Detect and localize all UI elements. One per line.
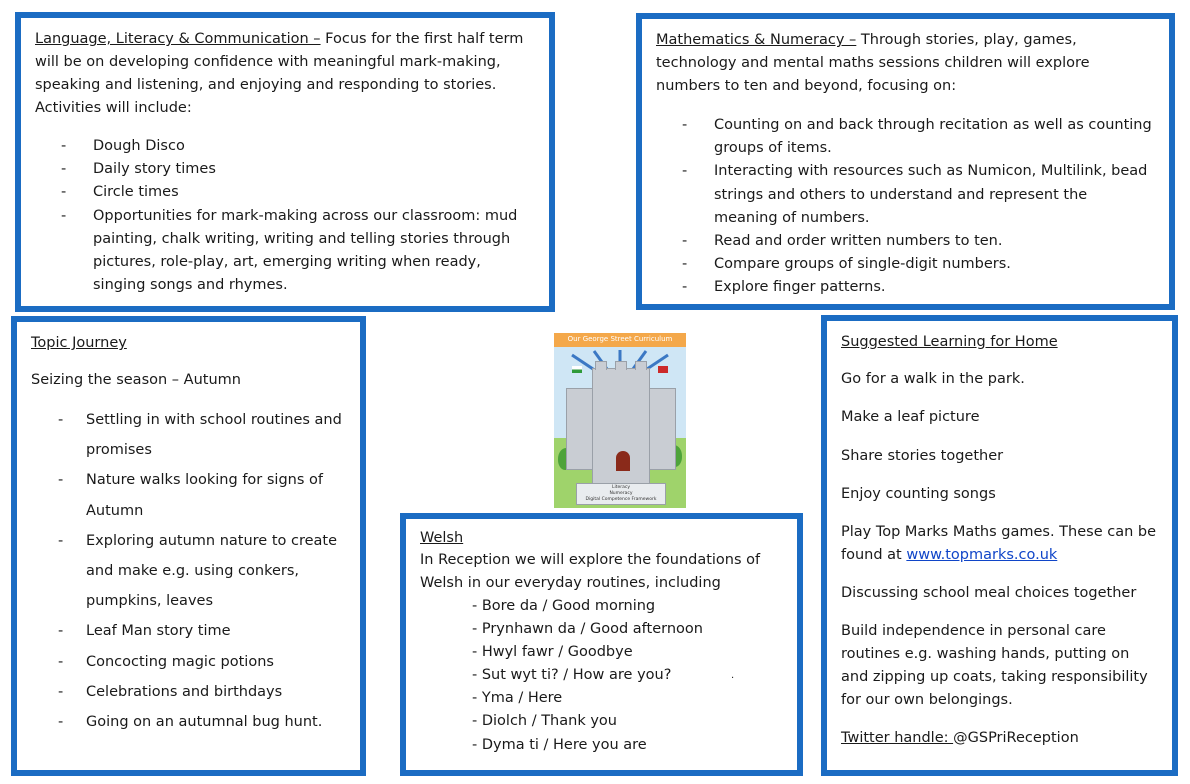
maths-focus-list <box>656 114 1155 300</box>
list-item: - Nature walks looking for signs of Autumn <box>86 465 346 525</box>
list-item: - Concocting magic potions <box>86 647 346 677</box>
topmarks-text: Play Top Marks Maths games. These can be found at <box>841 523 1157 563</box>
twitter-handle: @GSPriReception <box>953 730 1079 747</box>
list-item: - Settling in with school routines and promises <box>86 405 346 465</box>
welsh-heading: Welsh <box>420 530 464 546</box>
maths-intro <box>656 29 1155 98</box>
list-item: - Opportunities for mark-making across our classroom: mud painting, chalk writing, writing and telling stories through pictures, role-play, art, emerging writing when ready, singing songs and rhymes. <box>93 205 535 298</box>
topic-season: Seizing the season – Autumn <box>31 372 241 388</box>
home-item: Go for a walk in the park. <box>841 371 1025 388</box>
list-item: - Dyma ti / Here you are <box>472 734 783 757</box>
curriculum-poster-image <box>554 333 686 508</box>
home-learning-box <box>821 315 1178 776</box>
castle-door <box>616 451 630 471</box>
list-item: - Going on an autumnal bug hunt. <box>86 707 346 737</box>
maths-intro-text: Through stories, play, games, technology and mental maths sessions children will explore numbers to ten and beyond, focusing on: <box>656 32 1090 94</box>
poster-label: Digital Competence Framework <box>585 497 657 502</box>
list-item: - Daily story times <box>93 158 535 181</box>
home-item: Make a leaf picture <box>841 409 980 426</box>
home-item-topmarks <box>841 521 1158 567</box>
list-item: - Compare groups of single-digit numbers. <box>714 253 1155 276</box>
topic-heading: Topic Journey <box>31 335 127 351</box>
list-item: - Celebrations and birthdays <box>86 677 346 707</box>
twitter-label: Twitter handle: <box>841 730 954 747</box>
twitter-line <box>841 727 1158 750</box>
welsh-flag-icon <box>572 366 582 373</box>
list-item: - Circle times <box>93 181 535 204</box>
poster-label: Literacy <box>611 485 631 490</box>
poster-plinth <box>576 483 666 505</box>
welsh-phrases-list <box>420 595 783 757</box>
list-item: - Prynhawn da / Good afternoon <box>472 618 783 641</box>
mathematics-numeracy-box <box>636 13 1175 310</box>
topmarks-link[interactable]: www.topmarks.co.uk <box>906 546 1058 563</box>
home-item: Enjoy counting songs <box>841 485 996 502</box>
topic-journey-box <box>11 316 366 776</box>
welsh-box <box>400 513 803 776</box>
poster-label: Numeracy <box>609 491 633 496</box>
crenel <box>595 361 607 370</box>
stray-dot: · <box>731 673 735 684</box>
list-item: - Diolch / Thank you <box>472 710 783 733</box>
list-item: - Yma / Here <box>472 687 783 710</box>
crenel <box>635 361 647 370</box>
list-item: - Bore da / Good morning <box>472 595 783 618</box>
list-item: - Read and order written numbers to ten. <box>714 230 1155 253</box>
list-item: - Interacting with resources such as Numicon, Multilink, bead strings and others to understand and represent the meaning of numbers. <box>714 160 1155 230</box>
list-item: - Leaf Man story time <box>86 616 346 646</box>
flag-icon <box>658 366 668 373</box>
language-intro-text: Focus for the first half term will be on developing confidence with meaningful mark-making, speaking and listening, and enjoying and responding to stories. Activities will include: <box>35 31 524 116</box>
maths-heading: Mathematics & Numeracy – <box>656 32 857 48</box>
language-literacy-box <box>15 12 555 312</box>
home-heading: Suggested Learning for Home <box>841 334 1058 350</box>
castle-tower <box>592 368 650 495</box>
welsh-intro: In Reception we will explore the foundations of Welsh in our everyday routines, including <box>420 552 761 591</box>
home-item: Build independence in personal care routines e.g. washing hands, putting on and zipping up coats, taking responsibility for our own belongings. <box>841 623 1148 709</box>
poster-title: Our George Street Curriculum <box>567 335 673 343</box>
crenel <box>615 361 627 370</box>
list-item: - Counting on and back through recitation as well as counting groups of items. <box>714 114 1155 160</box>
list-item: - Hwyl fawr / Goodbye <box>472 641 783 664</box>
list-item: - Dough Disco <box>93 135 535 158</box>
list-item: - Sut wyt ti? / How are you? <box>472 664 783 687</box>
language-intro <box>35 28 535 120</box>
home-item: Share stories together <box>841 447 1004 464</box>
home-item: Discussing school meal choices together <box>841 585 1137 602</box>
language-heading: Language, Literacy & Communication – <box>35 31 321 47</box>
list-item: - Explore finger patterns. <box>714 276 1155 299</box>
list-item: - Exploring autumn nature to create and make e.g. using conkers, pumpkins, leaves <box>86 526 346 617</box>
language-activities-list <box>35 135 535 297</box>
topic-list <box>31 405 346 737</box>
